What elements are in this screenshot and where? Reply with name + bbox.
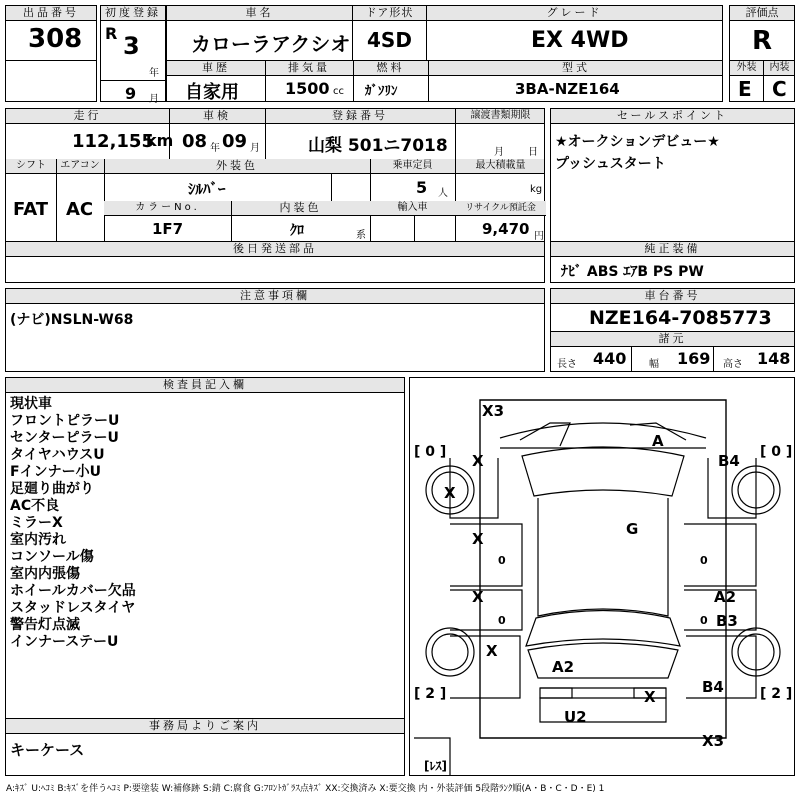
inspector-line: 警告灯点滅	[10, 617, 80, 633]
tread-fl: [ 0 ]	[414, 444, 447, 460]
door-type: 4SD	[367, 28, 412, 52]
mark-spare-less: [ﾚｽ]	[424, 759, 447, 773]
tread-rl: [ 2 ]	[414, 686, 447, 702]
transfer-month: 月	[494, 147, 504, 158]
width: 169	[677, 349, 711, 368]
recycle-label: リサイクル預託金	[465, 203, 536, 213]
lot-blank-cell	[5, 60, 97, 102]
capacity: 5	[416, 178, 428, 197]
inspection-month-unit: 月	[250, 143, 260, 154]
equipment-label: 純正装備	[551, 242, 794, 257]
inspector-line: インナーステーU	[10, 634, 119, 650]
mark-door-fl: X	[472, 530, 484, 548]
shift: FAT	[13, 199, 49, 220]
inspector-line: センターピラーU	[10, 430, 119, 446]
transfer-label: 譲渡書類期限	[470, 110, 531, 121]
era: R	[105, 24, 118, 43]
mark-door-rr: A2	[714, 588, 737, 606]
length-label: 長さ	[557, 359, 577, 370]
condition-cell	[729, 60, 795, 102]
exterior-label: 外装	[736, 62, 757, 73]
model: 3BA-NZE164	[515, 80, 620, 98]
mark-zero: 0	[700, 614, 708, 627]
inspector-line: AC不良	[10, 498, 60, 514]
width-label: 幅	[649, 359, 659, 370]
inspector-line: タイヤハウスU	[10, 447, 105, 463]
recycle-fee: 9,470	[482, 220, 530, 238]
damage-diagram	[409, 377, 795, 776]
inspector-line: スタッドレスタイヤ	[10, 600, 136, 616]
office-label: 事務局よりご案内	[6, 719, 404, 734]
mark-trunk: A2	[552, 658, 575, 676]
mark-zero: 0	[498, 554, 506, 567]
score-cell	[729, 5, 795, 61]
exterior-grade: E	[738, 77, 752, 101]
int-color: ｸﾛ	[290, 223, 304, 239]
mark-bumper-u: U2	[564, 708, 587, 726]
inspector-line: コンソール傷	[10, 549, 94, 565]
notes-cell	[5, 288, 545, 372]
year-unit: 年	[149, 68, 159, 79]
mark-front-left: X	[472, 452, 484, 470]
mark-rocker-r: B3	[716, 612, 738, 630]
door-cell	[352, 5, 427, 61]
history: 自家用	[185, 82, 239, 103]
first-reg-year: 3	[123, 32, 140, 60]
inspector-line: ミラーX	[10, 515, 63, 531]
chassis-number: NZE164-7085773	[589, 307, 772, 329]
history-label: 車歴	[202, 61, 230, 74]
interior-grade: C	[772, 77, 787, 101]
car-outline-diagram	[410, 378, 796, 777]
inspection-year-unit: 年	[210, 143, 220, 154]
sales-point-2: プッシュスタート	[555, 156, 666, 172]
chassis-cell	[550, 288, 795, 372]
inspection-label: 車検	[203, 109, 231, 122]
door-label: ドア形状	[353, 6, 426, 21]
grade-cell	[426, 5, 723, 61]
inspection-month: 09	[222, 131, 248, 152]
mileage-unit: km	[146, 131, 174, 150]
later-parts-cell	[5, 241, 545, 283]
inspection-year: 08	[182, 131, 208, 152]
office-cell	[5, 718, 405, 776]
car-name-label: 車名	[167, 6, 352, 21]
inspector-line: 室内汚れ	[10, 532, 66, 548]
mileage-label: 走行	[73, 109, 102, 122]
mark-top-x3: X3	[482, 402, 505, 420]
color-no: 1F7	[152, 220, 184, 238]
fuel-label: 燃料	[376, 61, 405, 74]
displacement: 1500	[285, 79, 330, 98]
inspector-line: フロントピラーU	[10, 413, 120, 429]
max-load-label: 最大積載量	[475, 160, 526, 171]
car-name: カローラアクシオ	[191, 32, 351, 56]
mark-bottom-x3: X3	[702, 732, 725, 750]
inspector-cell	[5, 377, 405, 719]
displacement-label: 排気量	[288, 61, 330, 74]
score-label: 評価点	[730, 6, 794, 21]
equipment-cell	[550, 241, 795, 283]
first-registration-cell	[100, 5, 166, 105]
mark-bumper-x: X	[644, 688, 656, 706]
grade: EX 4WD	[531, 28, 629, 53]
mark-zero: 0	[498, 614, 506, 627]
grade-label: グレード	[427, 6, 722, 21]
recycle-unit: 円	[534, 231, 544, 242]
mileage: 112,155	[72, 131, 154, 152]
mark-rear-right: B4	[702, 678, 724, 696]
ac-label: エアコン	[60, 160, 100, 171]
mark-wheel-fl: X	[444, 484, 456, 502]
fuel: ｶﾞｿﾘﾝ	[365, 84, 398, 99]
inspector-line: 足廻り曲がり	[10, 481, 94, 497]
height: 148	[757, 349, 791, 368]
length: 440	[593, 349, 627, 368]
reg-label: 登録番号	[332, 109, 388, 122]
score: R	[752, 26, 773, 56]
inspector-line: 現状車	[10, 396, 52, 412]
capacity-label: 乗車定員	[392, 160, 433, 171]
legend: A:ｷｽﾞ U:ﾍｺﾐ B:ｷｽﾞを伴うﾍｺﾐ P:要塗装 W:補修跡 S:錆 C:腐食 G:ﾌﾛﾝﾄｶﾞﾗｽ点ｷｽﾞ XX:交換済み X:要交換 内・外装評価 5段階ﾗﾝｸ順(A・B・C・D・E) 1	[6, 784, 605, 794]
displacement-unit: cc	[333, 86, 344, 97]
tread-rr: [ 2 ]	[760, 686, 793, 702]
inspector-line: ホイールカバー欠品	[10, 583, 136, 599]
inspector-label: 検査員記入欄	[6, 378, 404, 393]
history-row	[166, 60, 723, 102]
inspector-line: 室内内張傷	[10, 566, 80, 582]
registration-number: 山梨 501ニ7018	[308, 136, 448, 156]
shift-label: シフト	[16, 160, 46, 171]
sales-points-cell	[550, 108, 795, 242]
mark-front-a: A	[652, 432, 664, 450]
mark-rear-left: X	[486, 642, 498, 660]
mark-front-right: B4	[718, 452, 740, 470]
sales-points-label: セールスポイント	[551, 109, 794, 124]
first-reg-month: 9	[125, 84, 137, 103]
chassis-label: 車台番号	[551, 289, 794, 304]
month-unit: 月	[149, 94, 159, 105]
office-text: キーケース	[10, 741, 85, 759]
lot-number-cell	[5, 5, 97, 61]
height-label: 高さ	[723, 359, 743, 370]
sales-point-1: ★オークションデビュー★	[555, 134, 720, 150]
import-label: 輸入車	[397, 202, 428, 213]
specs-label: 諸元	[551, 331, 794, 347]
details-block	[5, 108, 545, 242]
interior-label: 内装	[769, 62, 790, 73]
max-load-unit: kg	[530, 184, 543, 195]
notes-label: 注意事項欄	[6, 289, 544, 304]
transfer-day: 日	[528, 147, 538, 158]
tread-fr: [ 0 ]	[760, 444, 793, 460]
mark-door-rl: X	[472, 588, 484, 606]
color-no-label: カラーNo.	[135, 202, 200, 213]
ac: AC	[66, 199, 94, 220]
first-registration-label: 初度登録	[101, 6, 165, 21]
ext-color-label: 外装色	[216, 159, 258, 172]
equipment: ﾅﾋﾞ ABS ｴｱB PS PW	[561, 264, 704, 280]
inspector-lines	[10, 396, 136, 651]
car-name-cell	[166, 5, 353, 61]
notes-text: (ナビ)NSLN-W68	[10, 312, 134, 328]
mark-roof: G	[626, 520, 639, 538]
int-color-unit: 系	[356, 230, 366, 241]
lot-number: 308	[28, 24, 83, 54]
ext-color: ｼﾙﾊﾞｰ	[188, 180, 226, 198]
later-parts-label: 後日発送部品	[6, 242, 544, 257]
mark-zero: 0	[700, 554, 708, 567]
model-label: 型式	[562, 61, 590, 74]
inspector-line: Fインナー小U	[10, 464, 101, 480]
int-color-label: 内装色	[279, 201, 322, 214]
lot-number-label: 出品番号	[6, 6, 96, 21]
capacity-unit: 人	[438, 188, 448, 199]
